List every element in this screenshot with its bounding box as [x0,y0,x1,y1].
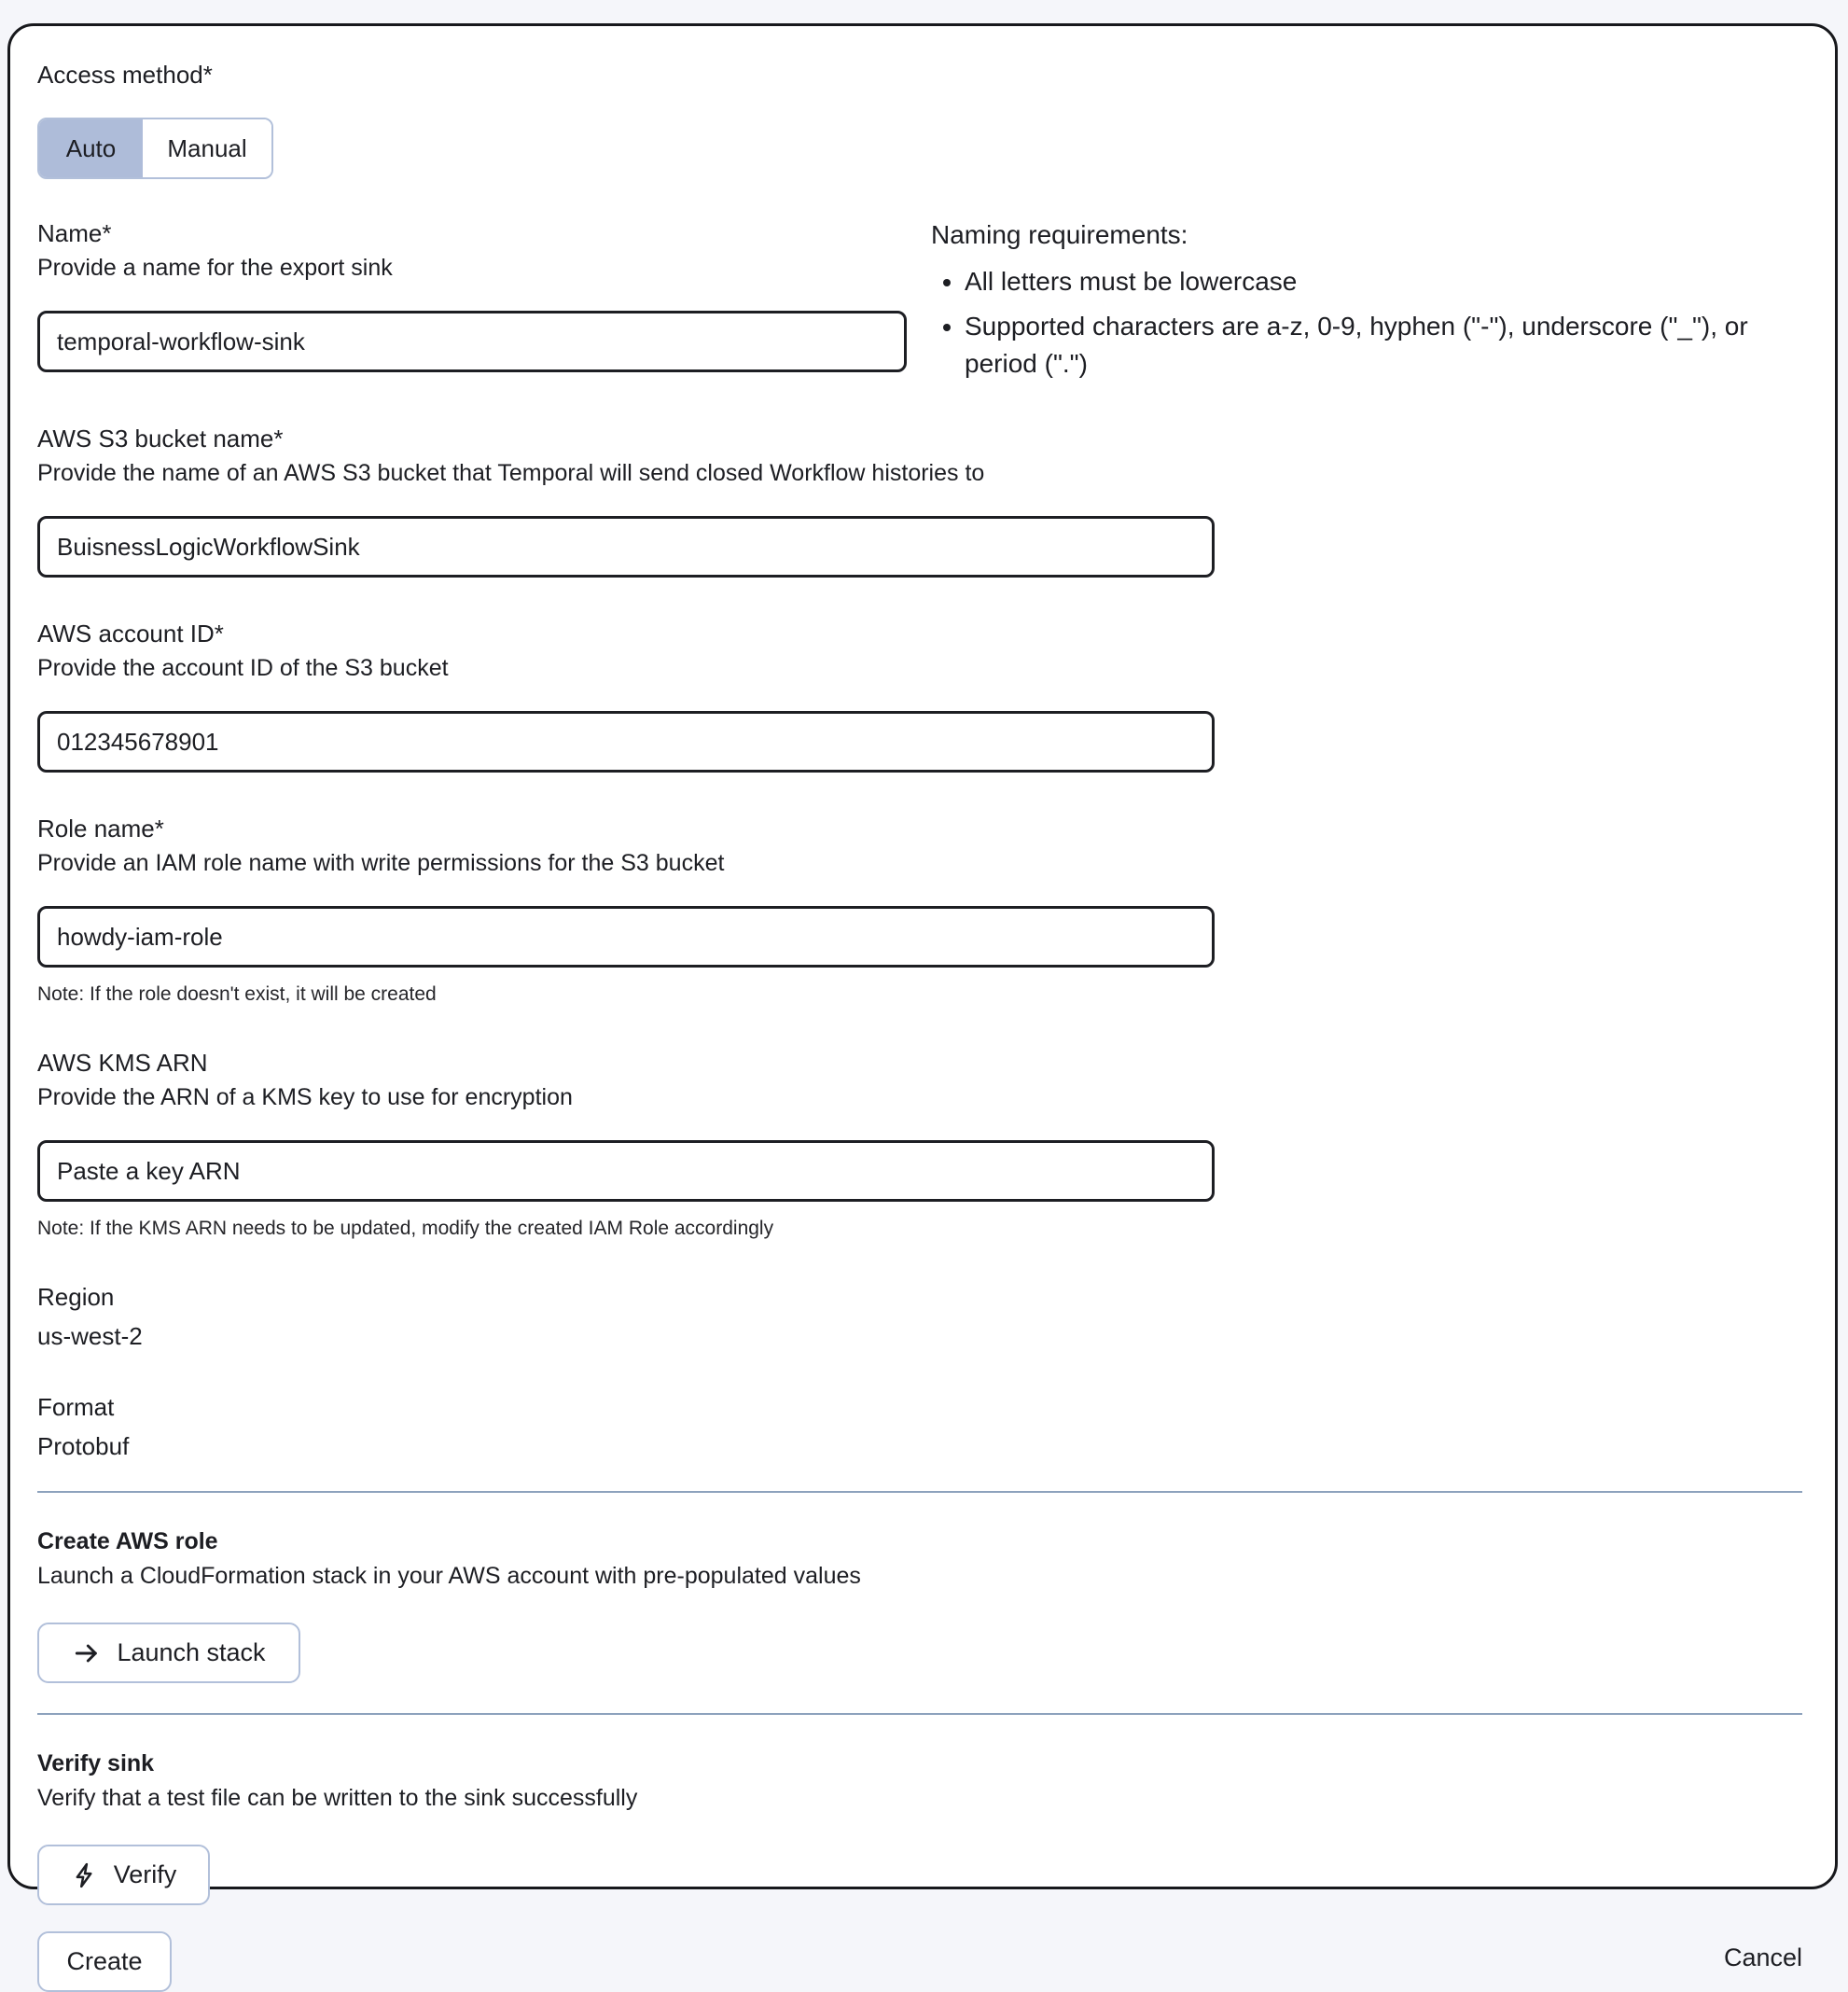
verify-sink-description: Verify that a test file can be written to the sink successfully [37,1785,638,1811]
lightning-bolt-icon [71,1861,99,1889]
role-name-input[interactable] [37,906,1215,968]
create-button[interactable] [37,1931,172,1992]
access-method-toggle [37,118,273,179]
access-method-label: Access method* [37,61,213,89]
naming-requirements [931,218,1802,383]
account-id-field [37,619,1802,773]
role-name-description: Provide an IAM role name with write permissions for the S3 bucket [37,850,725,876]
verify-sink-title: Verify sink [37,1750,155,1776]
s3-bucket-description: Provide the name of an AWS S3 bucket that Temporal will send closed Workflow histories to [37,460,985,486]
naming-requirement-item: • Supported characters are a-z, 0-9, hyphen ("-"), underscore ("_"), or period (".") [965,308,1802,383]
kms-arn-description: Provide the ARN of a KMS key to use for encryption [37,1084,573,1110]
format-block [37,1392,1802,1461]
account-id-description: Provide the account ID of the S3 bucket [37,655,449,681]
kms-arn-label: AWS KMS ARN [37,1049,208,1077]
region-value: us-west-2 [37,1322,143,1350]
name-field [37,218,907,383]
s3-bucket-input[interactable] [37,516,1215,578]
verify-button[interactable] [37,1845,210,1905]
cancel-button[interactable]: Cancel [1723,1943,1802,1971]
s3-bucket-label: AWS S3 bucket name* [37,425,284,453]
role-name-note: Note: If the role doesn't exist, it will be created [37,983,437,1005]
account-id-input[interactable] [37,711,1215,773]
name-label: Name* [37,219,112,247]
create-button-label: Create [66,1947,143,1975]
region-block [37,1282,1802,1351]
verify-button-label: Verify [113,1860,177,1888]
role-name-field [37,814,1802,1007]
account-id-label: AWS account ID* [37,620,224,648]
naming-requirements-list [931,263,1802,383]
access-method-option-auto[interactable]: Auto [39,119,143,177]
launch-stack-button[interactable] [37,1623,300,1683]
format-value: Protobuf [37,1432,130,1460]
name-input[interactable] [37,311,907,372]
form-footer [37,1905,1802,1992]
s3-bucket-field [37,424,1802,578]
kms-arn-field [37,1048,1802,1241]
divider [37,1713,1802,1715]
role-name-label: Role name* [37,815,164,843]
format-label: Format [37,1393,115,1421]
kms-arn-note: Note: If the KMS ARN needs to be updated, modify the created IAM Role accordingly [37,1218,774,1239]
region-label: Region [37,1283,115,1311]
create-aws-role-description: Launch a CloudFormation stack in your AWS account with pre-populated values [37,1563,861,1589]
divider [37,1491,1802,1493]
access-method-option-manual[interactable]: Manual [143,119,271,177]
verify-sink-section [37,1748,1802,1905]
create-aws-role-title: Create AWS role [37,1528,218,1554]
name-description: Provide a name for the export sink [37,255,393,281]
create-aws-role-section [37,1526,1802,1683]
naming-requirements-title: Naming requirements: [931,220,1188,249]
naming-requirement-item: • All letters must be lowercase [965,263,1802,300]
kms-arn-input[interactable] [37,1140,1215,1202]
export-sink-form-panel [7,23,1838,1975]
launch-stack-button-label: Launch stack [117,1638,266,1666]
arrow-right-icon [72,1638,102,1668]
